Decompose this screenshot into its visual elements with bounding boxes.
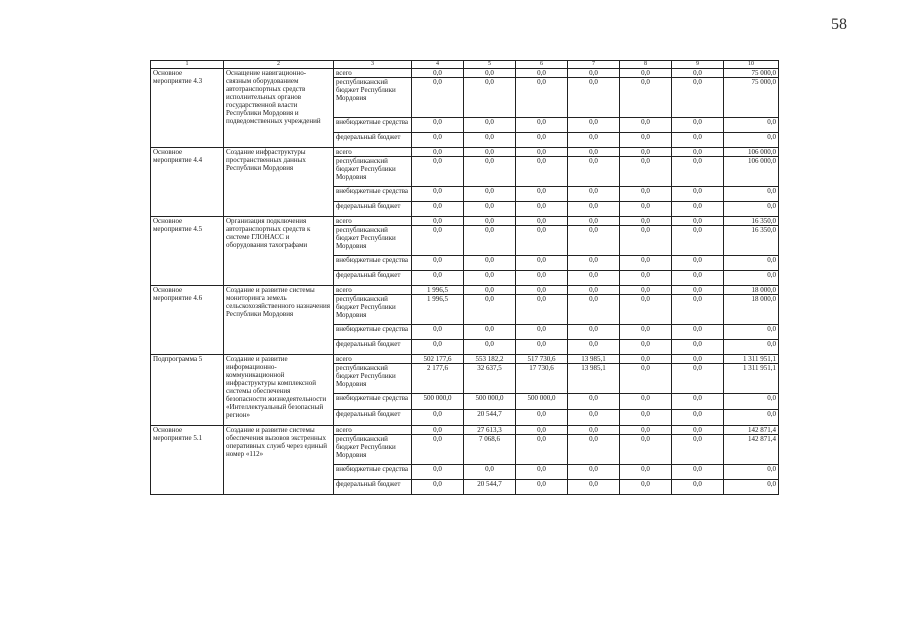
value-cell: 0,0 — [672, 187, 724, 202]
value-cell: 0,0 — [620, 480, 672, 495]
value-cell: 0,0 — [412, 410, 464, 426]
value-cell: 0,0 — [516, 286, 568, 295]
value-cell: 0,0 — [620, 355, 672, 364]
funding-source: всего — [334, 148, 412, 157]
value-cell: 0,0 — [464, 295, 516, 325]
value-cell: 0,0 — [412, 271, 464, 286]
funding-source: республиканский бюджет Республики Мордовия — [334, 295, 412, 325]
table-row — [151, 217, 779, 226]
value-cell: 0,0 — [620, 340, 672, 355]
column-header: 4 — [412, 61, 464, 69]
funding-source: внебюджетные средства — [334, 118, 412, 133]
value-cell: 0,0 — [620, 118, 672, 133]
item-description: Оснащение навигационно-связным оборудованием автотранспортных средств исполнительных органов государственной власти Республики Мордовия и подведомственных учреждений — [224, 69, 334, 148]
value-cell: 0,0 — [672, 202, 724, 217]
total-cell: 0,0 — [724, 465, 779, 480]
funding-source: всего — [334, 355, 412, 364]
value-cell: 0,0 — [516, 78, 568, 118]
value-cell: 0,0 — [672, 256, 724, 271]
value-cell: 0,0 — [412, 226, 464, 256]
value-cell: 0,0 — [672, 435, 724, 465]
total-cell: 0,0 — [724, 410, 779, 426]
value-cell: 0,0 — [568, 69, 620, 78]
value-cell: 0,0 — [516, 256, 568, 271]
funding-source: республиканский бюджет Республики Мордовия — [334, 78, 412, 118]
value-cell: 0,0 — [672, 286, 724, 295]
total-cell: 16 350,0 — [724, 226, 779, 256]
value-cell: 0,0 — [620, 271, 672, 286]
funding-source: всего — [334, 217, 412, 226]
value-cell: 0,0 — [412, 148, 464, 157]
value-cell: 0,0 — [568, 202, 620, 217]
funding-source: федеральный бюджет — [334, 340, 412, 355]
value-cell: 0,0 — [516, 69, 568, 78]
value-cell: 0,0 — [412, 217, 464, 226]
value-cell: 0,0 — [412, 133, 464, 148]
value-cell: 0,0 — [412, 256, 464, 271]
value-cell: 0,0 — [516, 202, 568, 217]
funding-source: республиканский бюджет Республики Мордовия — [334, 226, 412, 256]
value-cell: 0,0 — [672, 340, 724, 355]
value-cell: 20 544,7 — [464, 480, 516, 495]
total-cell: 0,0 — [724, 133, 779, 148]
value-cell: 0,0 — [464, 217, 516, 226]
funding-source: республиканский бюджет Республики Мордовия — [334, 364, 412, 394]
total-cell: 1 311 951,1 — [724, 364, 779, 394]
value-cell: 0,0 — [620, 148, 672, 157]
value-cell: 0,0 — [672, 78, 724, 118]
value-cell: 0,0 — [412, 465, 464, 480]
funding-source: всего — [334, 69, 412, 78]
column-header: 6 — [516, 61, 568, 69]
value-cell: 0,0 — [568, 148, 620, 157]
value-cell: 0,0 — [620, 286, 672, 295]
total-cell: 106 000,0 — [724, 148, 779, 157]
value-cell: 0,0 — [516, 465, 568, 480]
value-cell: 0,0 — [516, 295, 568, 325]
value-cell: 0,0 — [672, 148, 724, 157]
value-cell: 0,0 — [412, 435, 464, 465]
value-cell: 0,0 — [516, 217, 568, 226]
funding-source: всего — [334, 426, 412, 435]
column-header: 8 — [620, 61, 672, 69]
value-cell: 0,0 — [620, 157, 672, 187]
item-code: Основное мероприятие 5.1 — [151, 426, 224, 495]
value-cell: 0,0 — [412, 426, 464, 435]
value-cell: 0,0 — [568, 187, 620, 202]
table-row — [151, 286, 779, 295]
total-cell: 0,0 — [724, 325, 779, 340]
header-row — [151, 61, 779, 69]
value-cell: 0,0 — [620, 295, 672, 325]
value-cell: 0,0 — [620, 226, 672, 256]
item-description: Создание инфраструктуры пространственных данных Республики Мордовия — [224, 148, 334, 217]
value-cell: 0,0 — [412, 340, 464, 355]
value-cell: 0,0 — [568, 78, 620, 118]
value-cell: 0,0 — [568, 410, 620, 426]
funding-source: федеральный бюджет — [334, 410, 412, 426]
value-cell: 0,0 — [568, 157, 620, 187]
value-cell: 0,0 — [464, 69, 516, 78]
value-cell: 0,0 — [516, 325, 568, 340]
value-cell: 0,0 — [672, 426, 724, 435]
value-cell: 517 730,6 — [516, 355, 568, 364]
value-cell: 0,0 — [620, 435, 672, 465]
funding-source: внебюджетные средства — [334, 187, 412, 202]
total-cell: 18 000,0 — [724, 295, 779, 325]
item-code: Подпрограмма 5 — [151, 355, 224, 426]
value-cell: 502 177,6 — [412, 355, 464, 364]
funding-source: внебюджетные средства — [334, 394, 412, 410]
value-cell: 0,0 — [672, 157, 724, 187]
value-cell: 0,0 — [620, 394, 672, 410]
value-cell: 0,0 — [672, 355, 724, 364]
value-cell: 32 637,5 — [464, 364, 516, 394]
value-cell: 0,0 — [516, 133, 568, 148]
value-cell: 0,0 — [516, 480, 568, 495]
value-cell: 0,0 — [412, 187, 464, 202]
column-header: 3 — [334, 61, 412, 69]
value-cell: 0,0 — [464, 133, 516, 148]
value-cell: 0,0 — [672, 118, 724, 133]
value-cell: 0,0 — [412, 118, 464, 133]
value-cell: 0,0 — [464, 187, 516, 202]
item-code: Основное мероприятие 4.3 — [151, 69, 224, 148]
total-cell: 0,0 — [724, 394, 779, 410]
value-cell: 0,0 — [672, 480, 724, 495]
value-cell: 0,0 — [464, 118, 516, 133]
total-cell: 1 311 951,1 — [724, 355, 779, 364]
table-row — [151, 69, 779, 78]
funding-source: федеральный бюджет — [334, 271, 412, 286]
item-description: Создание и развитие системы мониторинга земель сельскохозяйственного назначения Республики Мордовия — [224, 286, 334, 355]
value-cell: 0,0 — [516, 157, 568, 187]
value-cell: 7 068,6 — [464, 435, 516, 465]
value-cell: 0,0 — [568, 256, 620, 271]
value-cell: 0,0 — [620, 78, 672, 118]
total-cell: 0,0 — [724, 256, 779, 271]
value-cell: 0,0 — [568, 118, 620, 133]
value-cell: 0,0 — [620, 426, 672, 435]
value-cell: 0,0 — [412, 202, 464, 217]
value-cell: 0,0 — [620, 69, 672, 78]
value-cell: 0,0 — [620, 465, 672, 480]
item-code: Основное мероприятие 4.6 — [151, 286, 224, 355]
funding-source: республиканский бюджет Республики Мордовия — [334, 435, 412, 465]
value-cell: 0,0 — [568, 426, 620, 435]
value-cell: 0,0 — [620, 256, 672, 271]
column-header: 9 — [672, 61, 724, 69]
value-cell: 2 177,6 — [412, 364, 464, 394]
value-cell: 0,0 — [464, 286, 516, 295]
value-cell: 0,0 — [672, 465, 724, 480]
funding-source: всего — [334, 286, 412, 295]
value-cell: 0,0 — [464, 226, 516, 256]
value-cell: 0,0 — [568, 271, 620, 286]
total-cell: 142 871,4 — [724, 426, 779, 435]
value-cell: 0,0 — [516, 118, 568, 133]
value-cell: 0,0 — [620, 325, 672, 340]
value-cell: 500 000,0 — [412, 394, 464, 410]
table-row — [151, 355, 779, 364]
column-header: 10 — [724, 61, 779, 69]
funding-source: федеральный бюджет — [334, 133, 412, 148]
value-cell: 0,0 — [620, 410, 672, 426]
value-cell: 0,0 — [464, 271, 516, 286]
value-cell: 0,0 — [672, 295, 724, 325]
value-cell: 0,0 — [672, 133, 724, 148]
item-code: Основное мероприятие 4.4 — [151, 148, 224, 217]
item-description: Организация подключения автотранспортных средств к системе ГЛОНАСС и оборудования тахографами — [224, 217, 334, 286]
value-cell: 0,0 — [568, 286, 620, 295]
value-cell: 0,0 — [672, 325, 724, 340]
funding-source: федеральный бюджет — [334, 202, 412, 217]
value-cell: 0,0 — [672, 226, 724, 256]
value-cell: 0,0 — [516, 340, 568, 355]
funding-source: внебюджетные средства — [334, 256, 412, 271]
column-header: 7 — [568, 61, 620, 69]
value-cell: 0,0 — [568, 340, 620, 355]
funding-source: внебюджетные средства — [334, 325, 412, 340]
total-cell: 75 000,0 — [724, 78, 779, 118]
value-cell: 0,0 — [672, 364, 724, 394]
total-cell: 18 000,0 — [724, 286, 779, 295]
value-cell: 13 985,1 — [568, 355, 620, 364]
value-cell: 0,0 — [516, 187, 568, 202]
value-cell: 0,0 — [672, 271, 724, 286]
funding-source: республиканский бюджет Республики Мордовия — [334, 157, 412, 187]
value-cell: 0,0 — [568, 465, 620, 480]
column-header: 1 — [151, 61, 224, 69]
total-cell: 16 350,0 — [724, 217, 779, 226]
value-cell: 1 996,5 — [412, 286, 464, 295]
value-cell: 0,0 — [672, 217, 724, 226]
total-cell: 106 000,0 — [724, 157, 779, 187]
value-cell: 0,0 — [412, 325, 464, 340]
page-number: 58 — [831, 16, 847, 33]
item-description: Создание и развитие системы обеспечения вызовов экстренных оперативных служб через единый номер «112» — [224, 426, 334, 495]
value-cell: 0,0 — [568, 325, 620, 340]
value-cell: 0,0 — [568, 394, 620, 410]
value-cell: 0,0 — [568, 295, 620, 325]
value-cell: 27 613,3 — [464, 426, 516, 435]
total-cell: 0,0 — [724, 271, 779, 286]
value-cell: 17 730,6 — [516, 364, 568, 394]
value-cell: 0,0 — [464, 325, 516, 340]
value-cell: 553 182,2 — [464, 355, 516, 364]
funding-source: внебюджетные средства — [334, 465, 412, 480]
value-cell: 20 544,7 — [464, 410, 516, 426]
value-cell: 0,0 — [412, 480, 464, 495]
table-row — [151, 148, 779, 157]
total-cell: 75 000,0 — [724, 69, 779, 78]
table-body — [151, 69, 779, 495]
value-cell: 0,0 — [516, 410, 568, 426]
value-cell: 0,0 — [620, 217, 672, 226]
value-cell: 0,0 — [464, 465, 516, 480]
total-cell: 142 871,4 — [724, 435, 779, 465]
value-cell: 0,0 — [672, 410, 724, 426]
value-cell: 1 996,5 — [412, 295, 464, 325]
table-row — [151, 426, 779, 435]
value-cell: 0,0 — [672, 69, 724, 78]
value-cell: 0,0 — [620, 133, 672, 148]
value-cell: 0,0 — [464, 340, 516, 355]
value-cell: 0,0 — [568, 226, 620, 256]
total-cell: 0,0 — [724, 187, 779, 202]
value-cell: 0,0 — [568, 435, 620, 465]
item-description: Создание и развитие информационно-коммуникационной инфраструктуры комплексной системы обеспечения безопасности жизнедеятельности «Интеллектуальный безопасный регион» — [224, 355, 334, 426]
value-cell: 0,0 — [412, 78, 464, 118]
value-cell: 13 985,1 — [568, 364, 620, 394]
column-header: 2 — [224, 61, 334, 69]
value-cell: 0,0 — [464, 157, 516, 187]
value-cell: 0,0 — [464, 78, 516, 118]
value-cell: 0,0 — [516, 148, 568, 157]
value-cell: 0,0 — [516, 271, 568, 286]
value-cell: 0,0 — [620, 187, 672, 202]
value-cell: 0,0 — [620, 202, 672, 217]
value-cell: 0,0 — [464, 148, 516, 157]
value-cell: 0,0 — [464, 202, 516, 217]
funding-source: федеральный бюджет — [334, 480, 412, 495]
total-cell: 0,0 — [724, 340, 779, 355]
column-header: 5 — [464, 61, 516, 69]
value-cell: 0,0 — [620, 364, 672, 394]
value-cell: 0,0 — [516, 435, 568, 465]
value-cell: 0,0 — [568, 133, 620, 148]
value-cell: 0,0 — [672, 394, 724, 410]
value-cell: 500 000,0 — [464, 394, 516, 410]
value-cell: 0,0 — [516, 226, 568, 256]
total-cell: 0,0 — [724, 202, 779, 217]
total-cell: 0,0 — [724, 118, 779, 133]
total-cell: 0,0 — [724, 480, 779, 495]
value-cell: 0,0 — [568, 217, 620, 226]
value-cell: 0,0 — [412, 69, 464, 78]
item-code: Основное мероприятие 4.5 — [151, 217, 224, 286]
value-cell: 0,0 — [464, 256, 516, 271]
value-cell: 0,0 — [516, 426, 568, 435]
value-cell: 0,0 — [412, 157, 464, 187]
value-cell: 500 000,0 — [516, 394, 568, 410]
budget-table — [150, 60, 779, 495]
value-cell: 0,0 — [568, 480, 620, 495]
